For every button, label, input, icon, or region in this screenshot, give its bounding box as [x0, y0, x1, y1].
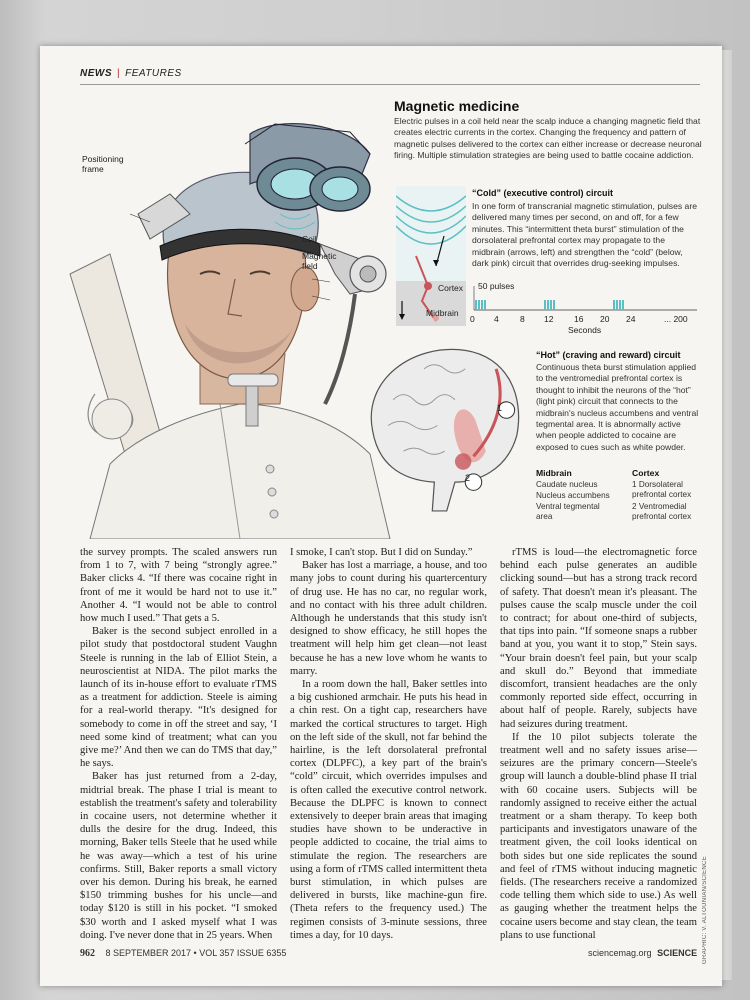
issue-date: 8 SEPTEMBER 2017 • VOL 357 ISSUE 6355: [105, 948, 287, 958]
chin-rest: [228, 374, 278, 386]
cortex-label: Cortex: [438, 283, 464, 293]
section-name: NEWS: [80, 68, 112, 79]
cortex-panel: [396, 186, 466, 326]
site-url: sciencemag.org: [588, 948, 652, 958]
paragraph: rTMS is loud—the electromagnetic force behind each pulse generates an audible clicking sound—but has a strong track record of safety. That doesn't mean it's pleasant. The pulses cause the scalp muscle under the coil to contract; for about one-third of subjects, that tips into pain. “If someone snaps a rubber band at you, you want it to stop,” Stein says. “Your brain doesn't feel pain, but your scalp and skull do.” Beyond that immediate discomfort, transient headaches are the only commonly reported side effect, occurring in about half of people. Rarely, subjects have had seizures during treatment.: [500, 547, 697, 730]
subsection-name: FEATURES: [125, 68, 182, 79]
page-number: 962: [80, 948, 95, 959]
marker-2: 2: [465, 473, 471, 483]
midbrain-label: Midbrain: [426, 308, 459, 318]
magnetic-field-label: Magnetic field: [302, 251, 337, 271]
pulse-count-label: 50 pulses: [478, 281, 515, 291]
page-edge: [722, 50, 732, 980]
legend-midbrain-title: Midbrain: [536, 468, 572, 478]
tick-16: 16: [574, 314, 584, 324]
paragraph: I smoke, I can't stop. But I did on Sunday.”: [290, 547, 473, 558]
graphic-credit: GRAPHIC: V. ALTOUNIAN/SCIENCE: [702, 856, 708, 964]
tick-20: 20: [600, 314, 610, 324]
brain-illustration: [352, 338, 527, 513]
paragraph: In a room down the hall, Baker settles into a big cushioned armchair. He puts his head in a chin rest. On a tight cap, researchers have marked the cortical structures to target. High on the left side of the skull, not far behind the hairline, is the left dorsolateral prefrontal cortex (DLPFC), a key part of the brain's “cold” circuit, which overrides impulses and is often called the executive control network. Because the DLPFC is known to connect extensively to deeper brain areas that imaging studies have shown to be underactive in people addicted to cocaine, the trial aims to stimulate the region. The researchers are using a form of rTMS called intermittent theta burst stimulation, in which pulses are delivered in bursts, like machine-gun fire. (Theta refers to the frequency used.) The regimen consists of 3-minute sessions, three times a day, for 10 days.: [290, 679, 487, 941]
footer-right: [588, 948, 697, 958]
tms-patient-illustration: [50, 74, 400, 539]
legend-cortex-title: Cortex: [632, 468, 660, 478]
cold-circuit-text: In one form of transcranial magnetic stimulation, pulses are delivered many times per second, on and off, for a few minutes. This “intermittent theta burst” stimulation of the dorsolateral prefrontal cortex may propagate to the midbrain (arrows, left) and strengthen the “cold” (below, dark pink) circuit that overrides drug-seeking impulses.: [472, 201, 697, 269]
footer-left: [80, 948, 286, 959]
legend-vta: Ventral tegmental area: [536, 502, 600, 521]
journal-name: SCIENCE: [657, 948, 698, 958]
magnetic-coil: [245, 124, 370, 211]
tick-12: 12: [544, 314, 554, 324]
tick-24: 24: [626, 314, 636, 324]
paragraph: Baker is the second subject enrolled in a pilot study that postdoctoral student Vaughn Steele is running in the lab of Elliot Stein, a neuroscientist at NIDA. The pilot marks the launch of its in-house effort to evaluate rTMS as a treatment for addiction. Steele is aiming for a real-world therapy. “It's designed for somebody to come in off the street and say, ‘I need some kind of treatment; what can you give me?’ And then we can do TMS that day,” he says.: [80, 626, 277, 770]
paragraph: the survey prompts. The scaled answers run from 1 to 7, with 7 being “strongly agree.” Baker clicks 4. “If there was cocaine right in front of me it would be hard not to use it.” Another 4. “I would not be able to control how much I used.” That gets a 5.: [80, 547, 277, 625]
positioning-frame-label: Positioning frame: [82, 154, 124, 174]
seconds-label: Seconds: [568, 325, 602, 335]
tick-0: 0: [470, 314, 475, 324]
legend-caudate: Caudate nucleus: [536, 480, 598, 489]
hot-circuit-title: “Hot” (craving and reward) circuit: [536, 350, 681, 360]
article-column-1: [80, 546, 277, 942]
paragraph: Baker has just returned from a 2-day, midtrial break. The phase I trial is meant to establish the treatment's safety and tolerability in cocaine users, not determine whether it dulls the desire for the drug. Indeed, this morning, Baker tells Steele that he used while he was away—which a test of his urine confirms. Still, Baker reports a small victory over his demon. During his break, he earned $150 trimming bushes for his uncle—and today $120 is still in his pocket. “I smoked $30 worth and I asked myself what I was doing. I've never done that in 25 years. When: [80, 771, 277, 941]
cold-circuit-title: “Cold” (executive control) circuit: [472, 188, 614, 198]
tick-8: 8: [520, 314, 525, 324]
header-separator: |: [117, 68, 121, 79]
paragraph: If the 10 pilot subjects tolerate the treatment well and no safety issues arise—seizures are the primary concern—Steele's group will launch a double-blind phase II trial with 60 cocaine users. Subjects will be randomly assigned to receive either the actual treatment or a sham therapy. To keep both participants and investigators unaware of the treatment given, the coil looks identical on both sides but one side replicates the sound and feel of rTMS without inducing magnetic fields. (The researchers receive a randomized code telling them which side to use.) As well as gauging whether the treatment helps the cocaine users become and stay clean, the team plans to use functional: [500, 731, 697, 941]
hot-circuit-text: Continuous theta burst stimulation applied to the ventromedial prefrontal cortex is thought to inhibit the neurons of the “hot” (light pink) circuit that connects to the midbrain's nucleus accumbens and ventral tegmental area. It is abnormally active when people addicted to cocaine are exposed to cues such as white powder.: [536, 362, 699, 452]
marker-1: 1: [497, 403, 503, 413]
tick-4: 4: [494, 314, 499, 324]
tick-200: ... 200: [664, 314, 688, 324]
coil-label: Coil: [302, 234, 317, 244]
article-column-3: [500, 546, 697, 942]
legend-vmpfc: 2 Ventromedial prefrontal cortex: [632, 502, 692, 521]
legend-accumbens: Nucleus accumbens: [536, 491, 610, 500]
article-column-2: [290, 546, 487, 942]
infographic-title: Magnetic medicine: [394, 98, 520, 114]
legend-dlpfc: 1 Dorsolateral prefrontal cortex: [632, 480, 692, 499]
infographic-intro: Electric pulses in a coil held near the scalp induce a changing magnetic field that creates electric currents in the cortex. Changing the frequency and pattern of magnetic pulses delivered to the cortex can either increase or decrease neuronal firing. Multiple stimulation strategies are being used to battle cocaine addiction.: [394, 116, 702, 161]
magazine-page: [40, 46, 722, 986]
paragraph: Baker has lost a marriage, a house, and too many jobs to count during his quartercentury of drug use. He has no car, no regular work, and no contact with his three adult children. Although he understands that this study isn't designed to show efficacy, he still hopes the treatment will help him get clean—not least because he has a new love whom he wants to marry.: [290, 560, 487, 677]
